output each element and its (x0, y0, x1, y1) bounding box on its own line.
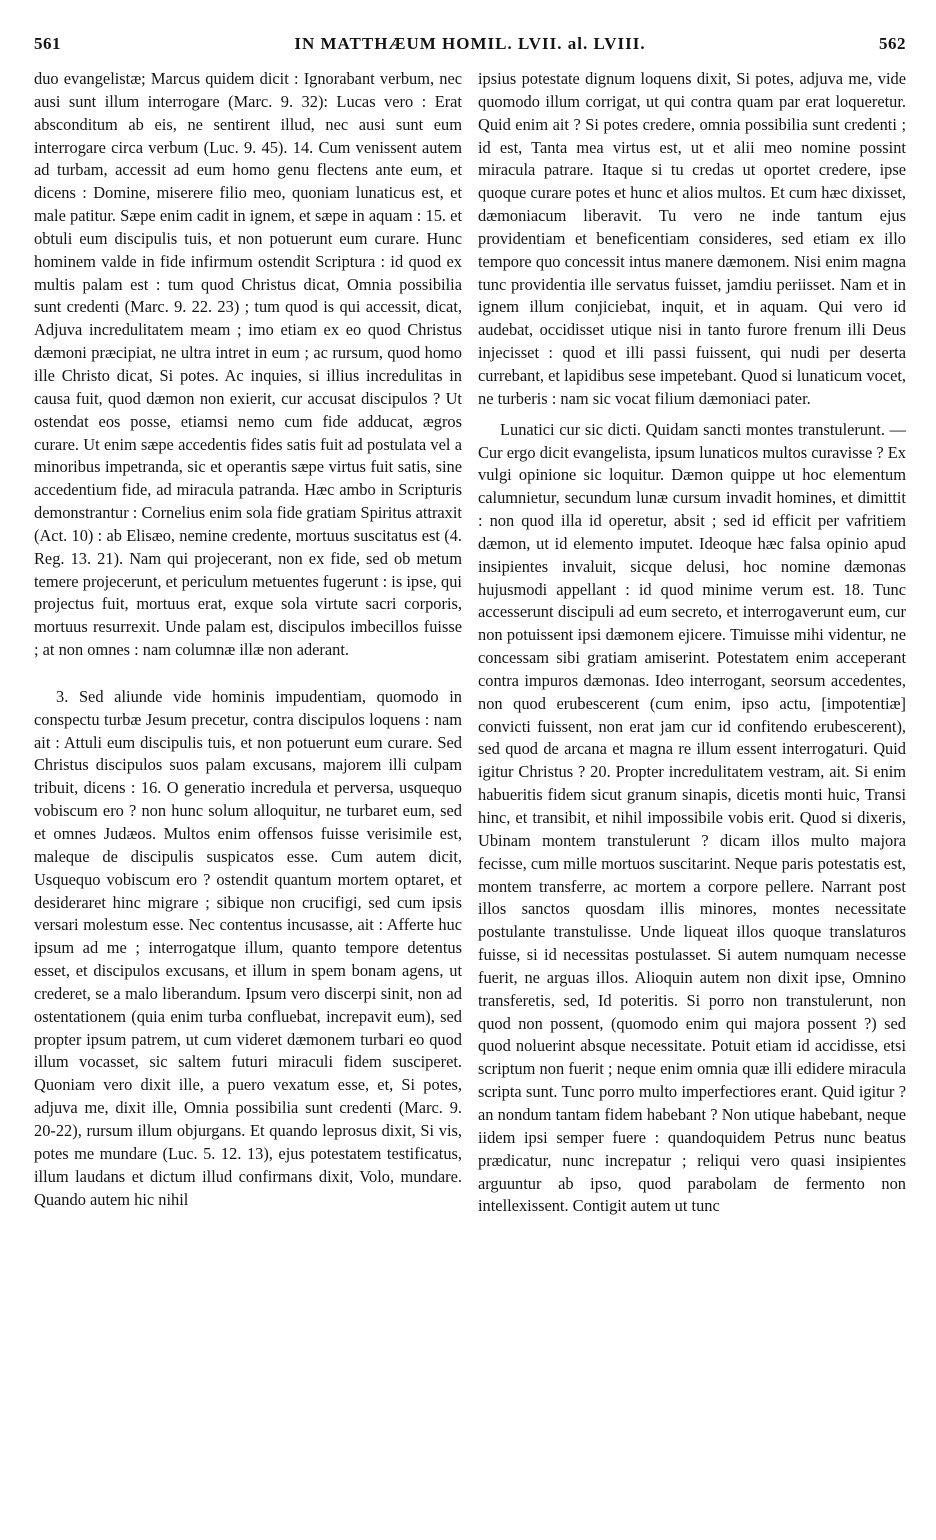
page-number-right: 562 (878, 34, 906, 53)
page-number-left: 561 (34, 34, 61, 53)
right-column (478, 68, 906, 1218)
paragraph: ipsius potestate dignum loquens dixit, Si potes, adjuva me, vide quomodo illum corrigat, ut qui contra quam par erat loqueretur. Quid enim ait ? Si potes credere, omnia possibilia sunt credenti ; id est, Tanta mea virtus est, ut et alii meo nomine possint miracula patrare. Itaque si tu credas ut oportet credere, ipse quoque curare potes et hunc et alios multos. Et cum hæc dixisset, dæmoniacum liberavit. Tu vero ne inde tantum ejus providentiam et beneficentiam consideres, sed etiam ex illo tempore quo concessit intus manere dæmonem. Nisi enim magna tunc providentia ille servatus fuisset, jamdiu periisset. Nam et in ignem illum conjiciebat, inquit, et in aquam. Qui vero id audebat, occidisset utique nisi in tanto furore frenum illi Deus injecisset : quod et illi passi fuissent, qui nudi per deserta currebant, et lapidibus sese impetebant. Quod si lunaticum vocet, ne turberis : nam sic vocat filium dæmoniaci pater. (478, 69, 906, 408)
paragraph: 3. Sed aliunde vide hominis impudentiam, quomodo in conspectu turbæ Jesum precetur, contra discipulos loquens : nam ait : Attuli eum discipulis tuis, et non potuerunt eum curare. Sed Christus discipulos suos palam excusans, majorem illi culpam tribuit, dicens : 16. O generatio incredula et perversa, usquequo vobiscum ero ? non hunc solum alloquitur, ne turbaret eum, sed et omnes Judæos. Multos enim offensos fuisse verisimile est, maleque de discipulis suspicatos esse. Cum autem dicit, Usquequo vobiscum ero ? ostendit quantum mortem optaret, et desideraret hinc migrare ; sibique non crucifigi, sed cum ipsis versari molestum esse. Nec contentus incusasse, ait : Afferte huc ipsum ad me ; interrogatque illum, quanto tempore detentus esset, et discipulos excusans, et illum in spem bonam agens, ut crederet, se a malo liberandum. Ipsum vero discerpi sinit, non ad ostentationem (quia enim turba confluebat, increpavit eum), sed propter ipsum patrem, ut cum videret dæmonem turbari eo quod illum vocasset, sic saltem futuri miraculi fidem susciperet. Quoniam vero dixit ille, a puero vexatum esse, et, Si potes, adjuva me, dixit ille, Omnia possibilia sunt credenti (Marc. 9. 20-22), rursum illum objurgans. Et quando leprosus dixit, Si vis, potes me mundare (Luc. 5. 12. 13), ejus potestatem testificatus, illum laudans et dictum illud confirmans dixit, Volo, mundare. Quando autem hic nihil (34, 686, 462, 1209)
running-title: IN MATTHÆUM HOMIL. LVII. al. LVIII. (294, 34, 646, 53)
running-header (34, 34, 906, 64)
paragraph: duo evangelistæ; Marcus quidem dicit : Ignorabant verbum, nec ausi sunt illum interrogare (Marc. 9. 32): Lucas vero : Erat absconditum ab eis, ne sentirent illud, nec ausi sunt eum interrogare circa verbum (Luc. 9. 45). 14. Cum venissent autem ad turbam, accessit ad eum homo genu flectens ante eum, et dicens : Domine, miserere filio meo, quoniam lunaticus est, et male patitur. Sæpe enim cadit in ignem, et sæpe in aquam : 15. et obtuli eum discipulis tuis, et non potuerunt eum curare. Hunc hominem valde in fide infirmum ostendit Scriptura : id quod ex multis palam est : tum quod Christus dicat, Omnia possibilia sunt credenti (Marc. 9. 22. 23) ; tum quod is qui accessit, dicat, Adjuva incredulitatem meam ; imo etiam ex eo quod Christus dæmoni præcipiat, ne ultra intret in eum ; ac rursum, quod homo ille Christo dicat, Si potes. Ac inquies, si illius incredulitas in causa fuit, quod dæmon non exierit, cur accusat discipulos ? Ut ostendat eos posse, etiamsi nemo cum fide adducat, ægros curare. Ut enim sæpe accedentis fides satis fuit ad postulata vel a minoribus impetranda, sic et operantis sæpe virtus fuit satis, sine accedentium fide, ad miracula patranda. Hæc ambo in Scripturis demonstrantur : Cornelius enim sola fide gratiam Spiritus attraxit (Act. 10) : ab Elisæo, nemine credente, mortuus suscitatus est (4. Reg. 13. 21). Nam qui projecerant, non ex fide, sed ob metum temere projecerunt, et periculum metuentes fugerunt : is ipse, qui projectus fuit, mortuus erat, exque sola virtute sacri corporis, mortuus resurrexit. Unde palam est, discipulos imbecillos fuisse ; at non omnes : nam columnæ illæ non aderant. (34, 69, 462, 660)
paragraph: Lunatici cur sic dicti. Quidam sancti montes transtulerunt. — Cur ergo dicit evangelista, ipsum lunaticos multos curavisse ? Ex vulgi opinione sic loquitur. Dæmon quippe ut hoc elementum calumnietur, secundum lunæ cursum invadit homines, et dimittit : non quod illa id operetur, absit ; sed id efficit per vafritiem dæmon, ut id elemento imputet. Ideoque hæc falsa opinio apud insipientes invaluit, sicque delusi, hoc nomine dæmonas hujusmodi appellant : id quod minime verum est. 18. Tunc accesserunt discipuli ad eum secreto, et interrogaverunt eum, cur non potuissent ipsi dæmonem ejicere. Timuisse mihi videntur, ne concessam sibi gratiam amiserint. Potestatem enim acceperant contra impuros dæmonas. Ideo interrogant, seorsum accedentes, non quod erubescerent (cum enim, ipso actu, [impotentiæ] convicti fuissent, non erat jam cur id confitendo erubescerent), sed quod de arcana et magna re illum essent interrogaturi. Quid igitur Christus ? 20. Propter incredulitatem vestram, ait. Si enim habueritis fidem sicut granum sinapis, dicetis monti huic, Transi hinc, et transibit, et nihil impossibile vobis erit. Quod si dixeris, Ubinam montem transtulerunt ? dicam illos multo majora fecisse, cum mille mortuos suscitarint. Neque paris potestatis est, montem transferre, ac mortem a corpore pellere. Narrant post illos sanctos quosdam illis minores, montes necessitate postulante transtulisse. Unde liqueat illos quoque translaturos fuisse, si id necessitas postulasset. Si autem numquam necesse fuerit, ne arguas illos. Alioquin autem non dixit ipse, Omnino transferetis, sed, Id poteritis. Si porro non transtulerunt, non quod non possent, (quomodo enim qui majora possent ?) sed quod noluerint absque necessitate. Potuit etiam id accidisse, etsi scriptum non fuerit ; neque enim omnia quæ illi edidere miracula scripta sunt. Tunc porro multo imperfectiores erant. Quid igitur ? an nondum tantam fidem habebant ? Non utique habebant, neque iidem ipsi semper fuere : quandoquidem Petrus nunc beatus prædicatur, nunc increpatur ; reliqui vero quasi insipientes arguuntur ab ipso, quod parabolam de fermento non intellexissent. Contigit autem ut tunc (478, 419, 906, 1216)
text-columns (34, 68, 906, 1218)
left-column (34, 68, 462, 1218)
